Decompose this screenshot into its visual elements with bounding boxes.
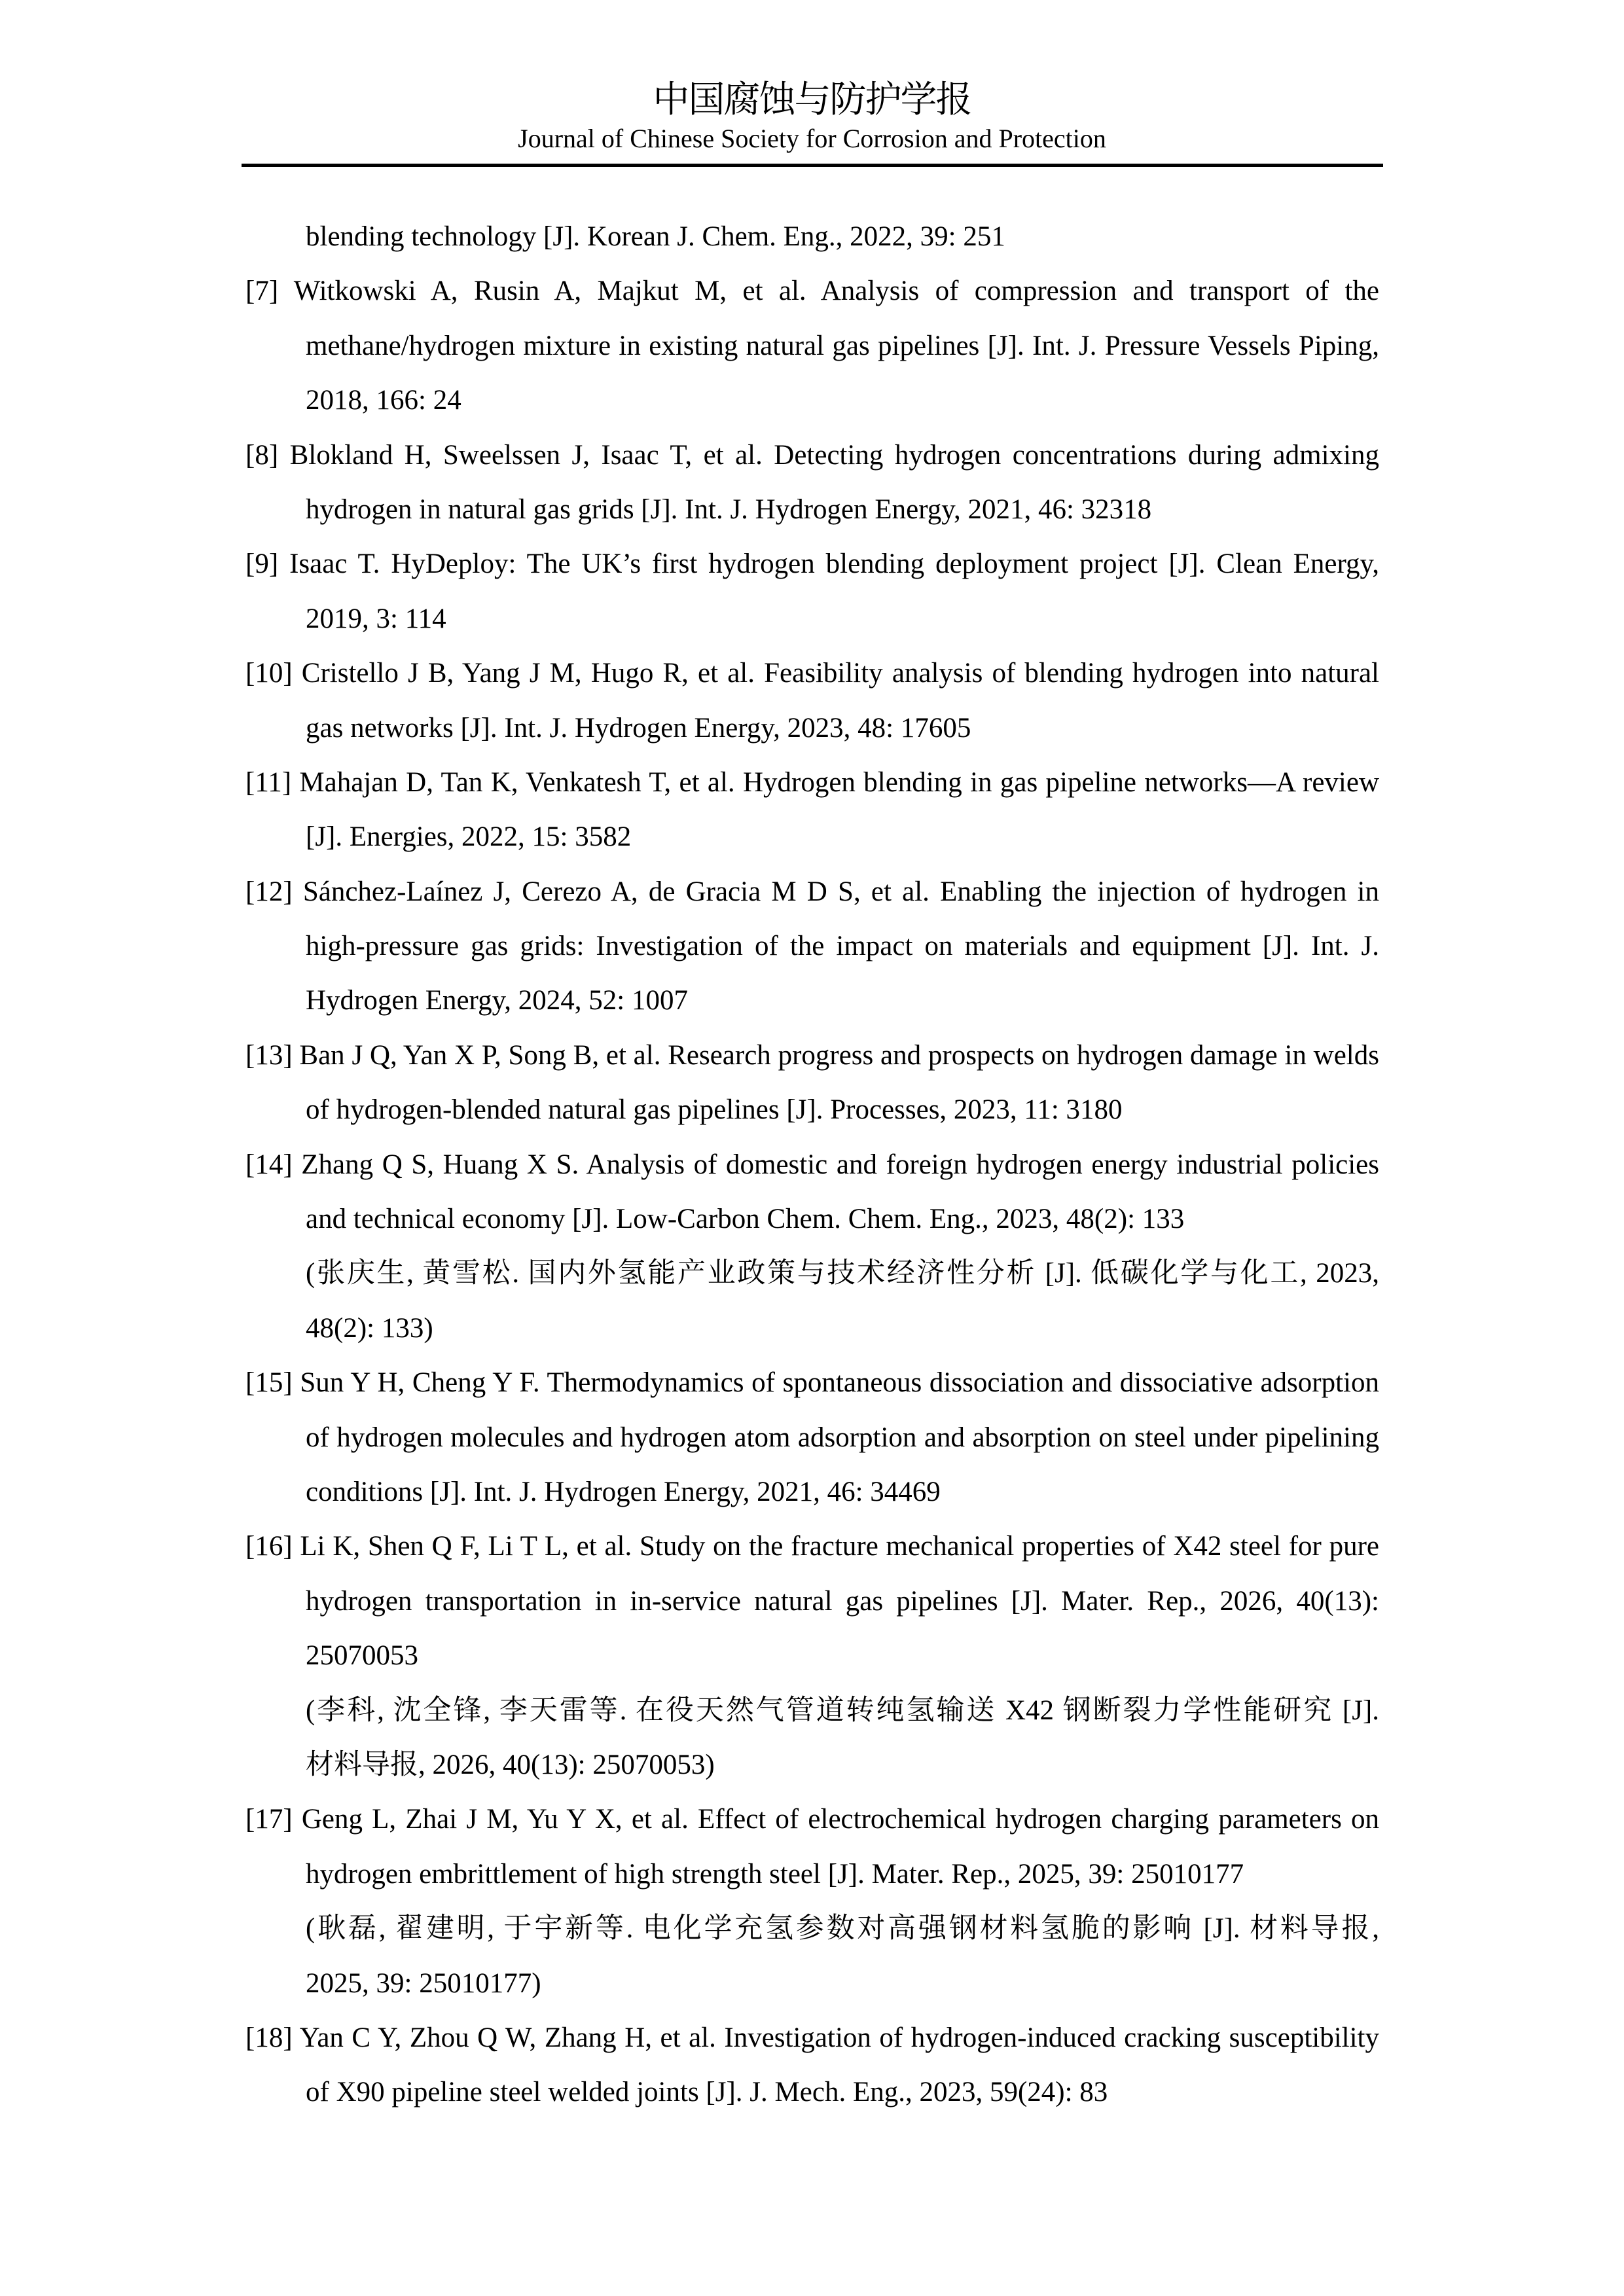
reference-continuation-line: and technical economy [J]. Low-Carbon Chem. Chem. Eng., 2023, 48(2): 133	[306, 1204, 1185, 1235]
reference-continuation-line: of hydrogen molecules and hydrogen atom adsorption and absorption on steel under pipelining	[306, 1422, 1379, 1453]
reference-item	[245, 865, 1379, 1028]
reference-continuation-line: 2025, 39: 25010177)	[306, 1967, 541, 1999]
reference-continuation-line: of hydrogen-blended natural gas pipelines [J]. Processes, 2023, 11: 3180	[306, 1094, 1123, 1126]
reference-item	[245, 428, 1379, 537]
reference-first-line: [9] Isaac T. HyDeploy: The UK’s first hydrogen blending deployment project [J]. Clean Energy,	[245, 548, 1379, 580]
reference-continuation-line: 2019, 3: 114	[306, 603, 446, 634]
reference-list	[245, 209, 1379, 2120]
header-divider	[242, 164, 1383, 167]
reference-continuation-line: 48(2): 133)	[306, 1312, 433, 1344]
reference-continuation-line: hydrogen embrittlement of high strength steel [J]. Mater. Rep., 2025, 39: 25010177	[306, 1858, 1244, 1890]
reference-first-line: [11] Mahajan D, Tan K, Venkatesh T, et al. Hydrogen blending in gas pipeline networks—A review	[245, 766, 1379, 798]
reference-item	[245, 1792, 1379, 2011]
reference-continuation-line: blending technology [J]. Korean J. Chem. Eng., 2022, 39: 251	[306, 221, 1005, 252]
reference-item	[245, 755, 1379, 865]
reference-continuation-line: (张庆生, 黄雪松. 国内外氢能产业政策与技术经济性分析 [J]. 低碳化学与化工, 2023,	[306, 1258, 1379, 1289]
reference-first-line: [8] Blokland H, Sweelssen J, Isaac T, et al. Detecting hydrogen concentrations during admixing	[245, 439, 1379, 471]
journal-title-english: Journal of Chinese Society for Corrosion and Protection	[518, 124, 1106, 153]
reference-continuation-line: 25070053	[306, 1640, 418, 1672]
reference-first-line: [14] Zhang Q S, Huang X S. Analysis of domestic and foreign hydrogen energy industrial policies	[245, 1149, 1379, 1180]
reference-continuation-line: conditions [J]. Int. J. Hydrogen Energy, 2021, 46: 34469	[306, 1476, 941, 1507]
reference-continuation-line: high-pressure gas grids: Investigation of the impact on materials and equipment [J]. Int. J.	[306, 931, 1379, 962]
reference-first-line: [12] Sánchez-Laínez J, Cerezo A, de Gracia M D S, et al. Enabling the injection of hydrogen in	[245, 876, 1379, 907]
reference-first-line: [16] Li K, Shen Q F, Li T L, et al. Study on the fracture mechanical properties of X42 steel for pure	[245, 1531, 1379, 1562]
reference-continuation-line: gas networks [J]. Int. J. Hydrogen Energy, 2023, 48: 17605	[306, 712, 971, 744]
reference-item	[245, 2011, 1379, 2120]
reference-item	[245, 1519, 1379, 1792]
reference-first-line: [15] Sun Y H, Cheng Y F. Thermodynamics of spontaneous dissociation and dissociative adsorption	[245, 1367, 1379, 1399]
reference-item	[245, 1028, 1379, 1138]
reference-continuation-line: [J]. Energies, 2022, 15: 3582	[306, 821, 632, 853]
reference-item	[245, 264, 1379, 427]
journal-title-chinese: 中国腐蚀与防护学报	[653, 79, 971, 121]
reference-continuation-line: of X90 pipeline steel welded joints [J]. J. Mech. Eng., 2023, 59(24): 83	[306, 2077, 1108, 2108]
reference-item	[245, 646, 1379, 755]
reference-continuation-line: (李科, 沈全锋, 李天雷等. 在役天然气管道转纯氢输送 X42 钢断裂力学性能研究 [J].	[306, 1695, 1379, 1726]
reference-continuation-line: Hydrogen Energy, 2024, 52: 1007	[306, 985, 689, 1016]
reference-continuation-line: hydrogen transportation in in-service natural gas pipelines [J]. Mater. Rep., 2026, 40(13):	[306, 1585, 1379, 1617]
reference-continuation-line: hydrogen in natural gas grids [J]. Int. J. Hydrogen Energy, 2021, 46: 32318	[306, 493, 1152, 525]
reference-first-line: [18] Yan C Y, Zhou Q W, Zhang H, et al. Investigation of hydrogen-induced cracking susceptibility	[245, 2022, 1379, 2053]
reference-item	[245, 1138, 1379, 1356]
reference-continuation-line: methane/hydrogen mixture in existing natural gas pipelines [J]. Int. J. Pressure Vessels Piping,	[306, 330, 1379, 361]
reference-item	[245, 209, 1379, 264]
reference-first-line: [10] Cristello J B, Yang J M, Hugo R, et al. Feasibility analysis of blending hydrogen into natural	[245, 658, 1379, 689]
reference-continuation-line: 2018, 166: 24	[306, 385, 461, 416]
reference-continuation-line: (耿磊, 翟建明, 于宇新等. 电化学充氢参数对高强钢材料氢脆的影响 [J]. 材料导报,	[306, 1913, 1379, 1945]
reference-item	[245, 1355, 1379, 1519]
reference-first-line: [17] Geng L, Zhai J M, Yu Y X, et al. Effect of electrochemical hydrogen charging parameters on	[245, 1804, 1379, 1835]
reference-item	[245, 537, 1379, 646]
reference-first-line: [7] Witkowski A, Rusin A, Majkut M, et al. Analysis of compression and transport of the	[245, 276, 1379, 307]
reference-first-line: [13] Ban J Q, Yan X P, Song B, et al. Research progress and prospects on hydrogen damage in welds	[245, 1039, 1379, 1071]
reference-continuation-line: 材料导报, 2026, 40(13): 25070053)	[306, 1749, 715, 1780]
